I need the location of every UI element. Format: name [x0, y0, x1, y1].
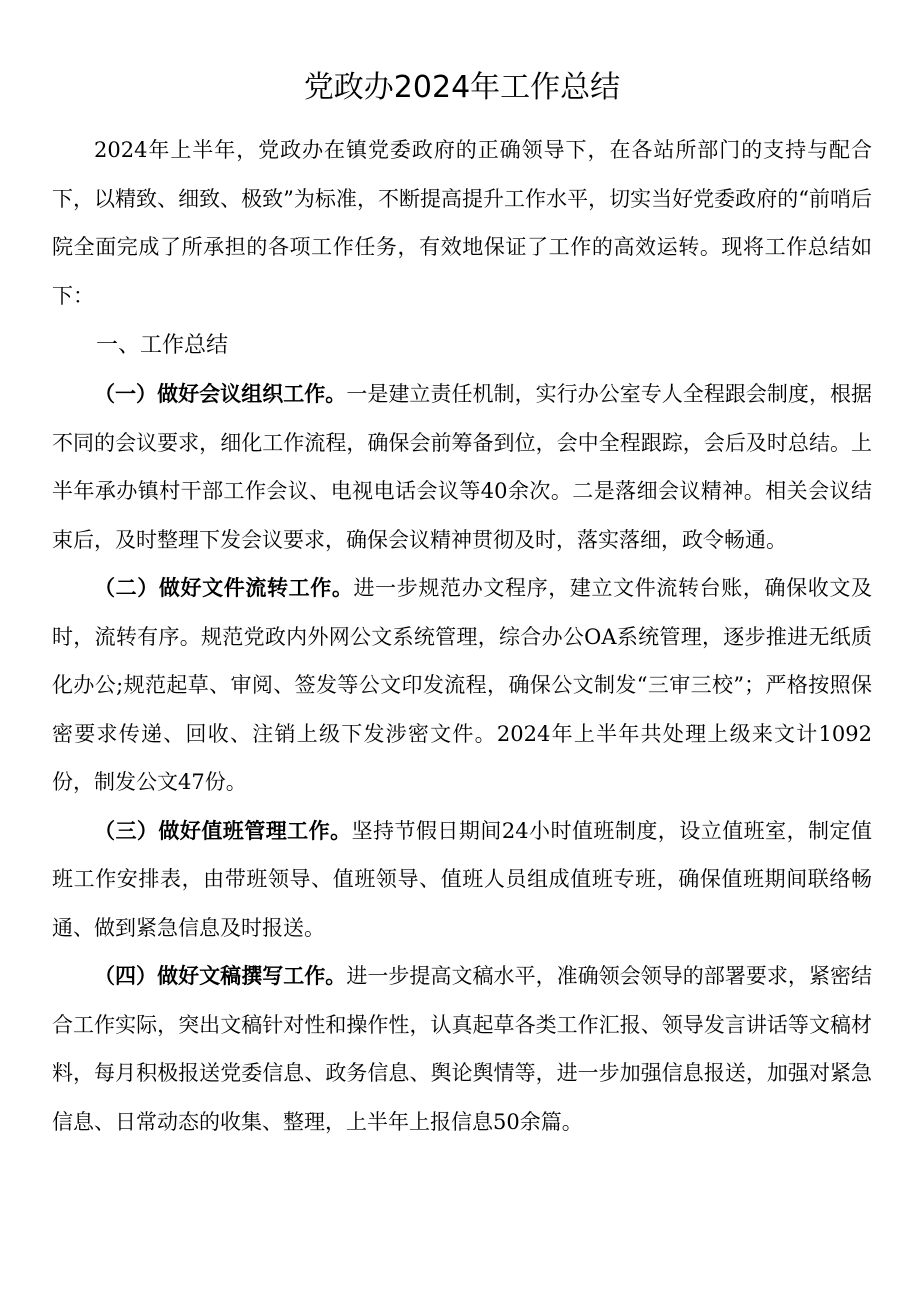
item-body-documents: 进一步规范办文程序，建立文件流转台账，确保收文及时，流转有序。规范党政内外网公文系统管理，综合办公OA系统管理，逐步推进无纸质化办公;规范起草、审阅、签发等公文印发流程，确保公文制发“三审三校”；严格按照保密要求传递、回收、注销上级下发涉密文件。2024年上半年共处理上级来文计1092份，制发公文47份。	[52, 576, 873, 794]
item-body-writing: 进一步提高文稿水平，准确领会领导的部署要求，紧密结合工作实际，突出文稿针对性和操作性，认真起草各类工作汇报、领导发言讲话等文稿材料，每月积极报送党委信息、政务信息、舆论舆情等，进一步加强信息报送，加强对紧急信息、日常动态的收集、整理，上半年上报信息50余篇。	[52, 964, 873, 1134]
section-heading-work-summary: 一、工作总结	[96, 333, 229, 358]
item-heading-documents: （二）做好文件流转工作。	[94, 575, 354, 600]
document-title: 党政办2024年工作总结	[303, 70, 621, 105]
item-paragraph-documents	[52, 564, 872, 807]
item-paragraph-meetings	[52, 370, 872, 564]
item-heading-writing: （四）做好文稿撰写工作。	[94, 963, 347, 988]
item-body-meetings: 一是建立责任机制，实行办公室专人全程跟会制度，根据不同的会议要求，细化工作流程，确保会前筹备到位，会中全程跟踪，会后及时总结。上半年承办镇村干部工作会议、电视电话会议等40余次。二是落细会议精神。相关会议结束后，及时整理下发会议要求，确保会议精神贯彻及时，落实落细，政令畅通。	[52, 382, 873, 552]
item-heading-duty: （三）做好值班管理工作。	[94, 817, 352, 843]
item-heading-meetings: （一）做好会议组织工作。	[94, 381, 347, 406]
intro-paragraph: 2024年上半年，党政办在镇党委政府的正确领导下，在各站所部门的支持与配合下，以精致、细致、极致”为标准，不断提高提升工作水平，切实当好党委政府的“前哨后院全面完成了所承担的各项工作任务，有效地保证了工作的高效运转。现将工作总结如下：	[52, 138, 872, 308]
item-paragraph-duty	[52, 807, 872, 953]
item-body-duty: 坚持节假日期间24小时值班制度，设立值班室，制定值班工作安排表，由带班领导、值班领导、值班人员组成值班专班，确保值班期间联络畅通、做到紧急信息及时报送。	[52, 818, 872, 940]
item-paragraph-writing	[52, 952, 872, 1146]
